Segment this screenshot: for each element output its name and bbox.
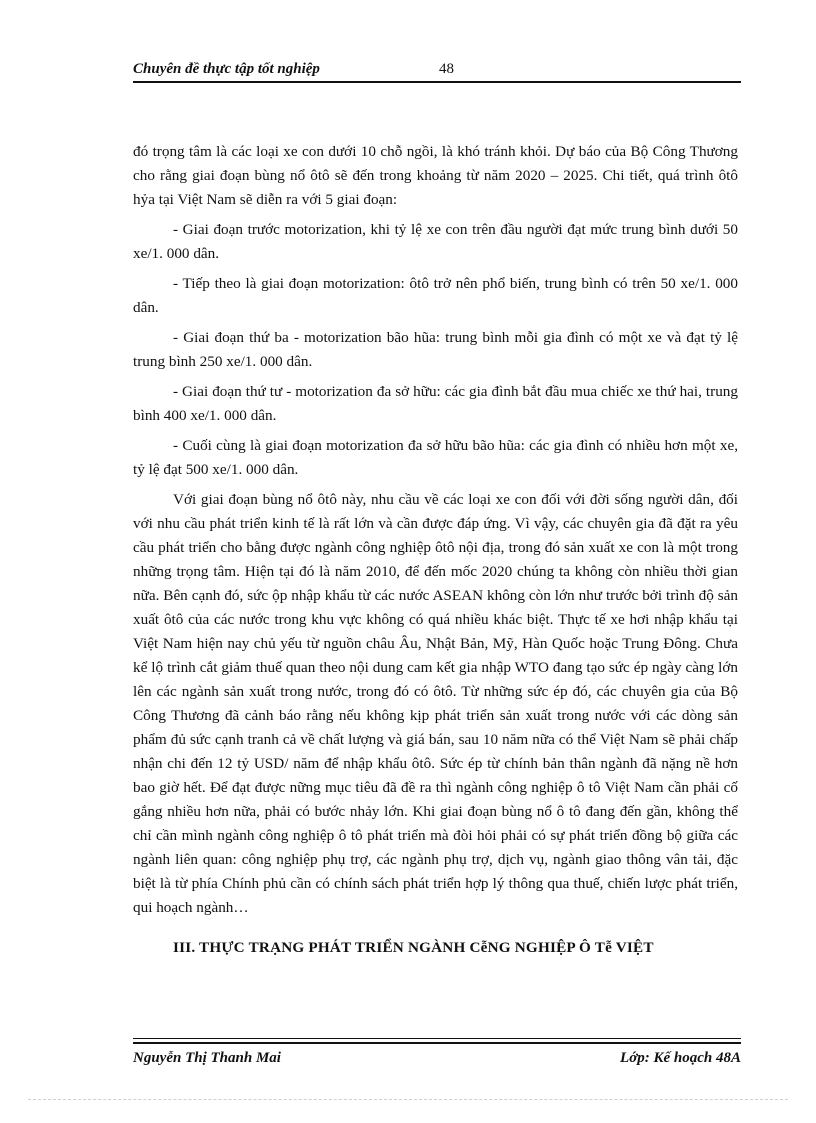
section-heading: III. THỰC TRẠNG PHÁT TRIỂN NGÀNH CễNG NGHIỆP Ô Tễ VIỆT (173, 939, 654, 956)
page-footer (133, 1050, 741, 1074)
footer-divider-thick (133, 1042, 741, 1044)
page-header (133, 58, 741, 82)
paragraph-stage-2: - Tiếp theo là giai đoạn motorization: ôtô trở nên phổ biến, trung bình có trên 50 xe/1. 000 dân. (133, 275, 738, 316)
document-body (133, 140, 738, 966)
page-number: 48 (439, 61, 454, 77)
footer-author: Nguyễn Thị Thanh Mai (133, 1050, 281, 1066)
paragraph-analysis: Với giai đoạn bùng nổ ôtô này, nhu cầu về các loại xe con đối với đời sống người dân, đối với nhu cầu phát triển kinh tế là rất lớn và cần được đáp ứng. Vì vậy, các chuyên gia đã đặt ra yêu cầu phát triển cho bằng được ngành công nghiệp ôtô nội địa, trong đó sản xuất xe con là một trong những trọng tâm. Hiện tại đó là năm 2010, để đến mốc 2020 chúng ta không còn nhiều thời gian nữa. Bên cạnh đó, sức ộp nhập khẩu từ các nước ASEAN không còn lớn như trước bởi trình độ sản xuất ôtô của các nước trong khu vực không có quá nhiều khác biệt. Thực tế xe hơi nhập khẩu tại Việt Nam hiện nay chủ yếu từ nguồn châu Âu, Nhật Bản, Mỹ, Hàn Quốc hoặc Trung Đông. Chưa kể lộ trình cắt giảm thuế quan theo nội dung cam kết gia nhập WTO đang tạo sức ép ngày càng lớn lên các ngành sản xuất trong nước, trong đó có ôtô. Từ những sức ép đó, các chuyên gia của Bộ Công Thương đã cảnh báo rằng nếu không kịp phát triển sản xuất trong nước với các dòng sản phẩm đủ sức cạnh tranh cả về chất lượng và giá bán, sau 10 năm nữa có thể Việt Nam sẽ phải chấp nhận chi đến 12 tỷ USD/ năm để nhập khẩu ôtô. Sức ép từ chính bản thân ngành đã nặng nề hơn bao giờ hết. Để đạt được nững mục tiêu đã đề ra thì ngành công nghiệp ô tô Việt Nam cần phải cố gắng nhiều hơn nữa, phải có bước nhảy lớn. Khi giai đoạn bùng nổ ô tô đang đến gần, không thể chỉ cần mình ngành công nghiệp ô tô phát triển mà đòi hỏi phải có sự phát triển đồng bộ giữa các ngành liên quan: công nghiệp phụ trợ, các ngành phụ trợ, dịch vụ, ngành giao thông vân tải, đặc biệt là từ phía Chính phủ cần có chính sách phát triển hợp lý thông qua thuế, chiến lược phát triển, qui hoạch ngành… (133, 491, 738, 916)
footer-divider-thin (133, 1038, 741, 1039)
header-title: Chuyên đề thực tập tốt nghiệp (133, 61, 320, 77)
paragraph-intro: đó trọng tâm là các loại xe con dưới 10 chỗ ngồi, là khó tránh khỏi. Dự báo của Bộ Công Thương cho rằng giai đoạn bùng nổ ôtô sẽ đến trong khoảng từ năm 2020 – 2025. Chi tiết, quá trình ôtô hỷa tại Việt Nam sẽ diễn ra với 5 giai đoạn: (133, 143, 738, 208)
paragraph-stage-3: - Giai đoạn thứ ba - motorization bão hũa: trung bình mỗi gia đình có một xe và đạt tỷ lệ trung bình 250 xe/1. 000 dân. (133, 329, 738, 370)
paragraph-stage-5: - Cuối cùng là giai đoạn motorization đa sở hữu bão hũa: các gia đình có nhiều hơn một xe, tỷ lệ đạt 500 xe/1. 000 dân. (133, 437, 738, 478)
paragraph-stage-1: - Giai đoạn trước motorization, khi tỷ lệ xe con trên đầu người đạt mức trung bình dưới 50 xe/1. 000 dân. (133, 221, 738, 262)
paragraph-stage-4: - Giai đoạn thứ tư - motorization đa sở hữu: các gia đình bắt đầu mua chiếc xe thứ hai, trung bình 400 xe/1. 000 dân. (133, 383, 738, 424)
header-divider (133, 81, 741, 83)
footer-class: Lớp: Kế hoạch 48A (620, 1050, 741, 1066)
page-edge-line (28, 1099, 788, 1100)
